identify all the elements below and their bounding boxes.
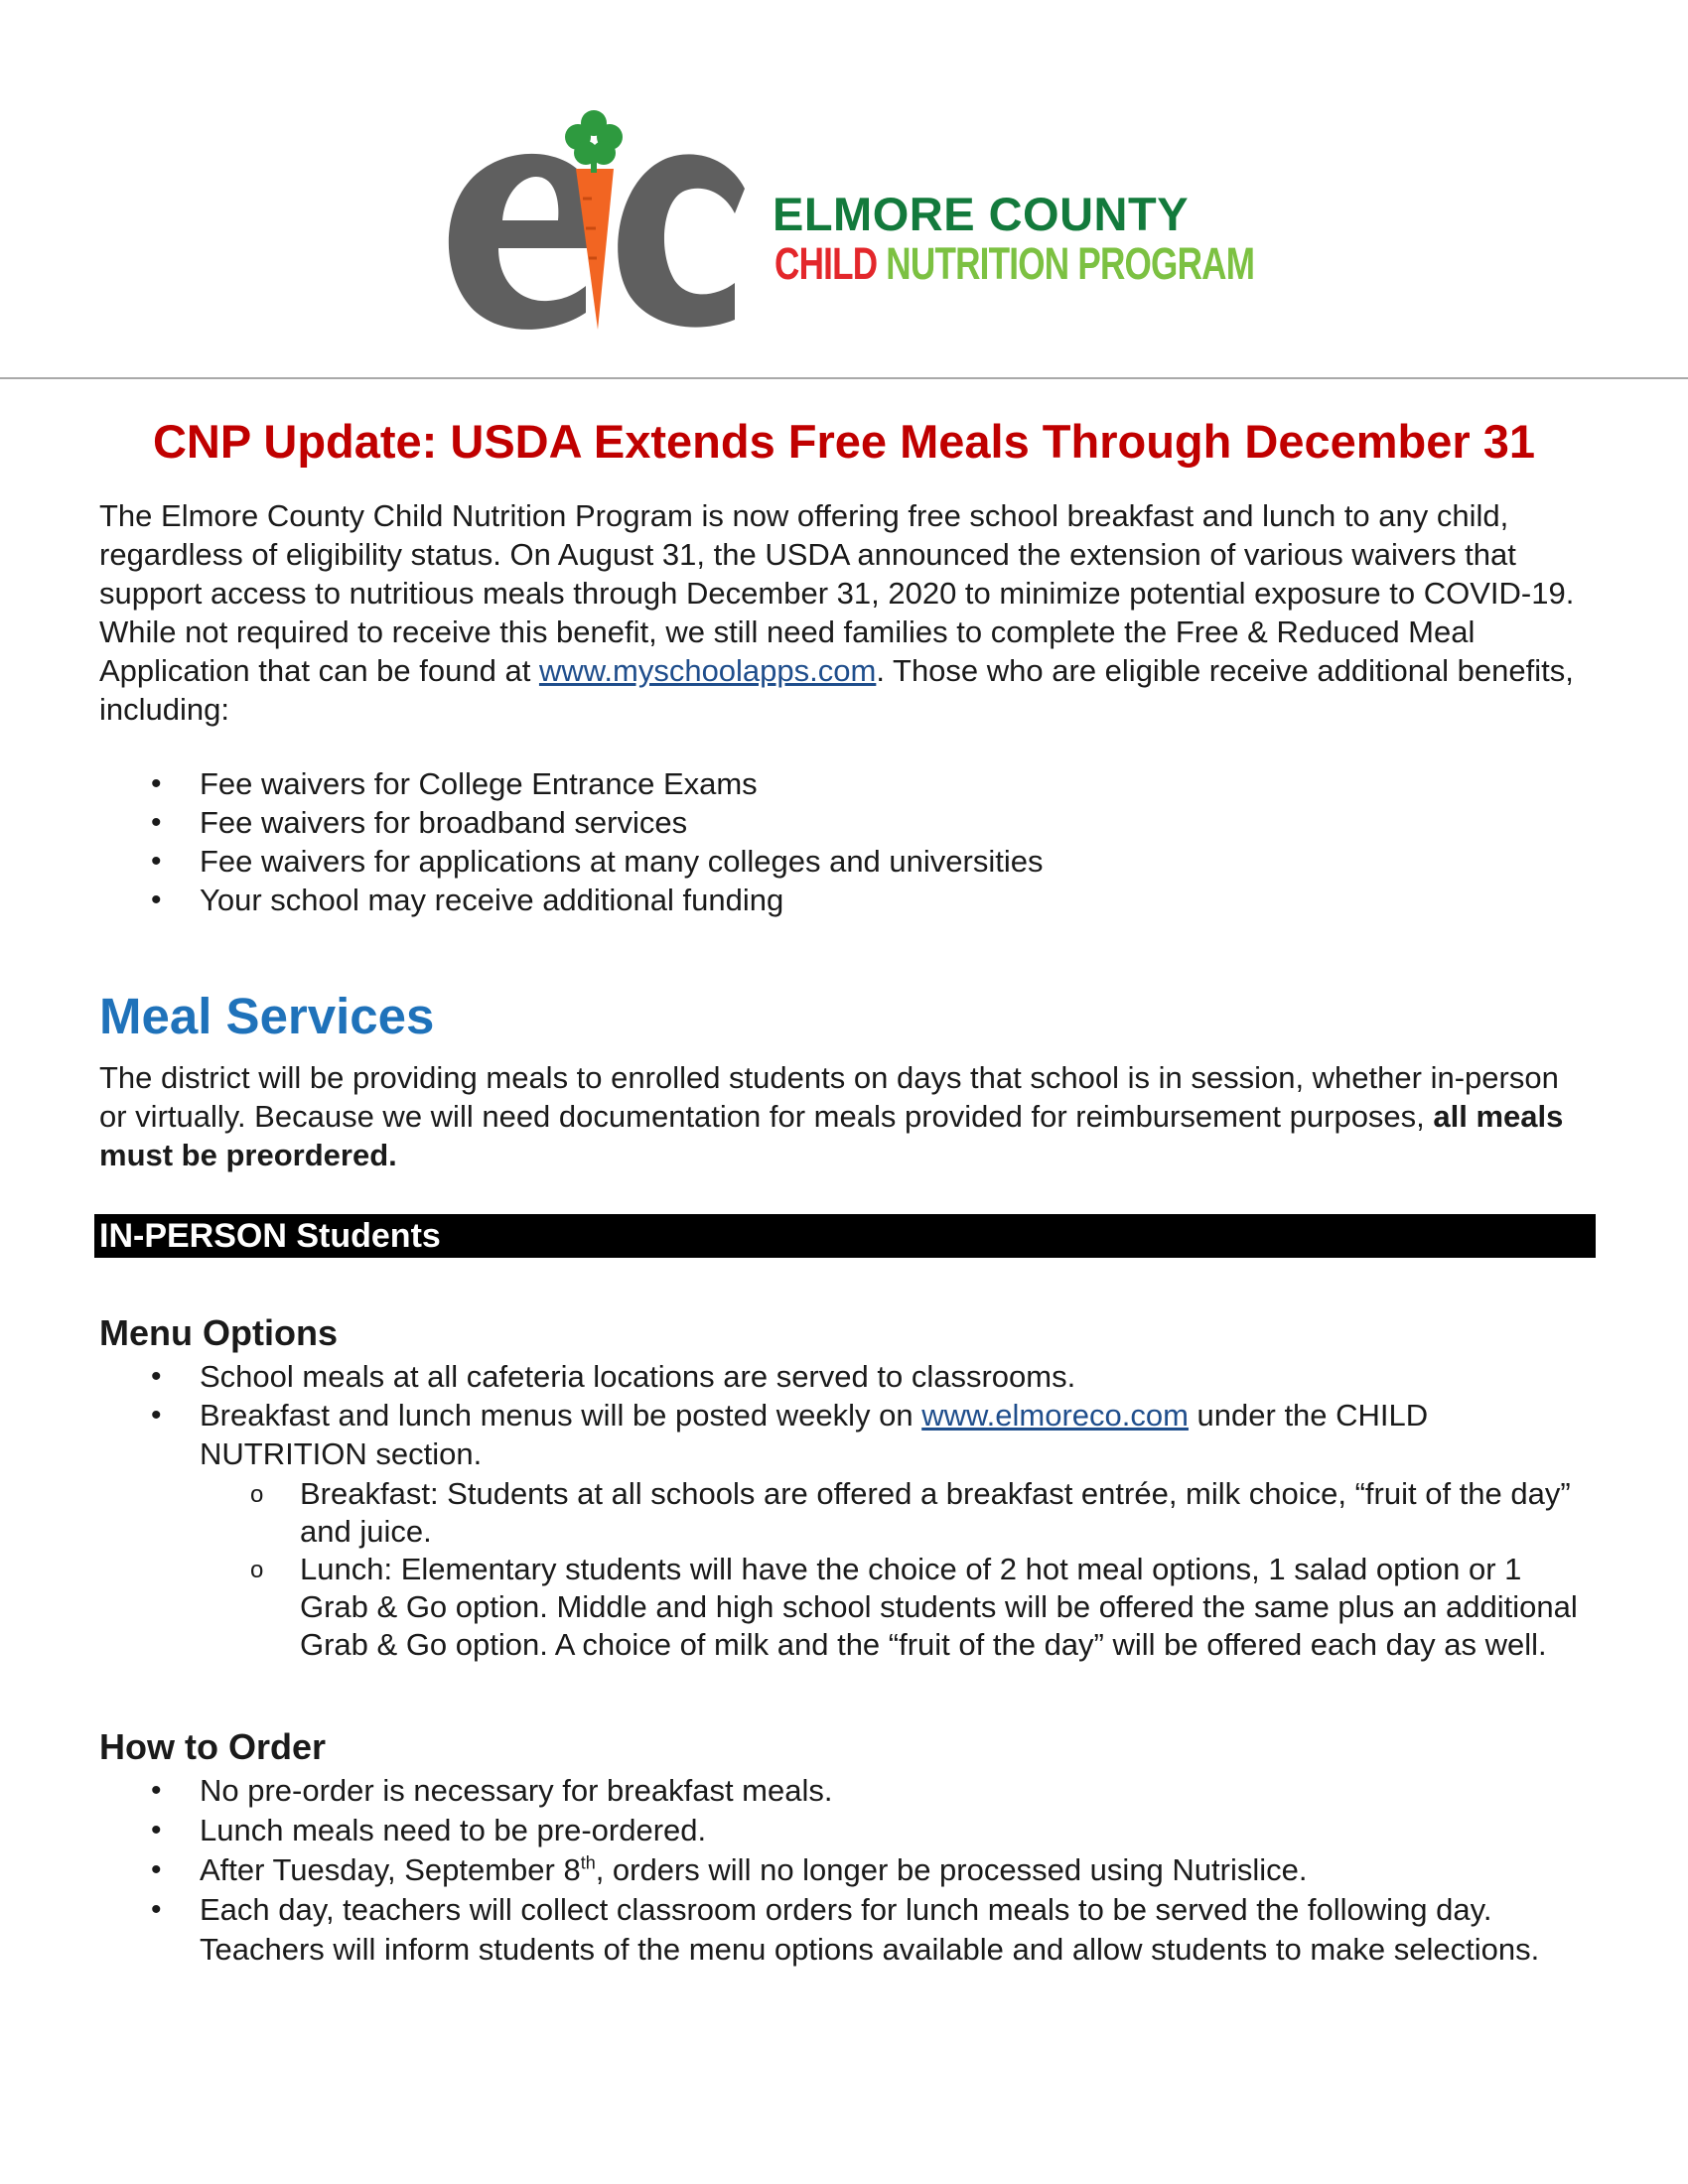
- list-item: • Your school may receive additional funding: [99, 881, 1589, 919]
- sublist-item-breakfast: o Breakfast: Students at all schools are offered a breakfast entrée, milk choice, “fruit of the day” and juice.: [200, 1475, 1589, 1551]
- preorder-notice: all meals must be preordered.: [99, 1099, 1564, 1172]
- how-to-order-heading: How to Order: [99, 1726, 327, 1767]
- order-text: After Tuesday, September 8: [200, 1852, 581, 1887]
- sublist-item-lunch: o Lunch: Elementary students will have the choice of 2 hot meal options, 1 salad option or 1 Grab & Go option. Middle and high school students will be offered the same plus an additional Grab & Go option. A choice of milk and the “fruit of the day” will be offered each day as well.: [200, 1551, 1589, 1664]
- list-item: • Fee waivers for College Entrance Exams: [99, 764, 1589, 803]
- eic-logo-mark: [437, 99, 774, 347]
- list-item: • Each day, teachers will collect classroom orders for lunch meals to be served the following day. Teachers will inform students of the menu options available and allow students to make selections.: [99, 1890, 1589, 1970]
- benefits-list: [99, 764, 1589, 919]
- intro-paragraph: [99, 496, 1589, 729]
- logo-nutrition-words: NUTRITION PROGRAM: [877, 238, 1255, 289]
- elmoreco-link[interactable]: www.elmoreco.com: [921, 1398, 1189, 1433]
- myschoolapps-link[interactable]: www.myschoolapps.com: [538, 653, 877, 688]
- menu-text-end: under the CHILD NUTRITION section.: [200, 1398, 1429, 1471]
- logo-letter-c: [618, 154, 745, 327]
- logo-letter-e: [449, 154, 598, 330]
- meal-details-sublist: [200, 1475, 1589, 1664]
- in-person-section-bar: IN-PERSON Students: [94, 1214, 1596, 1258]
- document-body: [99, 407, 1589, 1970]
- meal-services-heading: Meal Services: [99, 988, 435, 1044]
- intro-text: The Elmore County Child Nutrition Program is now offering free school breakfast and lunch to any child, regardless of eligibility status. On August 31, the USDA announced the extension of various waivers that support access to nutritious meals through December 31, 2020 to minimize potential exposure to COVID-19. While not required to receive this benefit, we still need families to complete the Free & Reduced Meal Application that can be found at: [99, 498, 1575, 688]
- list-item: [99, 1850, 1589, 1890]
- list-item: • No pre-order is necessary for breakfast meals.: [99, 1771, 1589, 1811]
- logo-county-text: ELMORE COUNTY: [773, 188, 1190, 240]
- header-divider: [0, 377, 1688, 379]
- meal-services-text: The district will be providing meals to enrolled students on days that school is in session, whether in-person or virtually. Because we will need documentation for meals provided for reimbursement purposes,: [99, 1060, 1559, 1134]
- meal-services-paragraph: [99, 1058, 1589, 1174]
- how-to-order-list: [99, 1771, 1589, 1970]
- menu-text: Breakfast and lunch menus will be posted weekly on: [200, 1398, 922, 1433]
- intro-text-end: . Those who are eligible receive additional benefits, including:: [99, 653, 1574, 727]
- list-item: • Lunch meals need to be pre-ordered.: [99, 1811, 1589, 1850]
- list-item: • Fee waivers for broadband services: [99, 803, 1589, 842]
- order-text-end: , orders will no longer be processed using Nutrislice.: [595, 1852, 1308, 1887]
- program-logo: [437, 99, 1255, 347]
- list-item: [99, 1396, 1589, 1664]
- list-item: • Fee waivers for applications at many colleges and universities: [99, 842, 1589, 881]
- leaf-icon: [565, 110, 623, 173]
- list-item: • School meals at all cafeteria locations are served to classrooms.: [99, 1357, 1589, 1396]
- logo-program-text: [774, 238, 1254, 290]
- menu-options-heading: Menu Options: [99, 1312, 338, 1353]
- ordinal-suffix: th: [580, 1852, 596, 1873]
- logo-child-word: CHILD: [774, 238, 878, 289]
- menu-options-list: [99, 1357, 1589, 1664]
- page-title: CNP Update: USDA Extends Free Meals Through December 31: [152, 415, 1536, 468]
